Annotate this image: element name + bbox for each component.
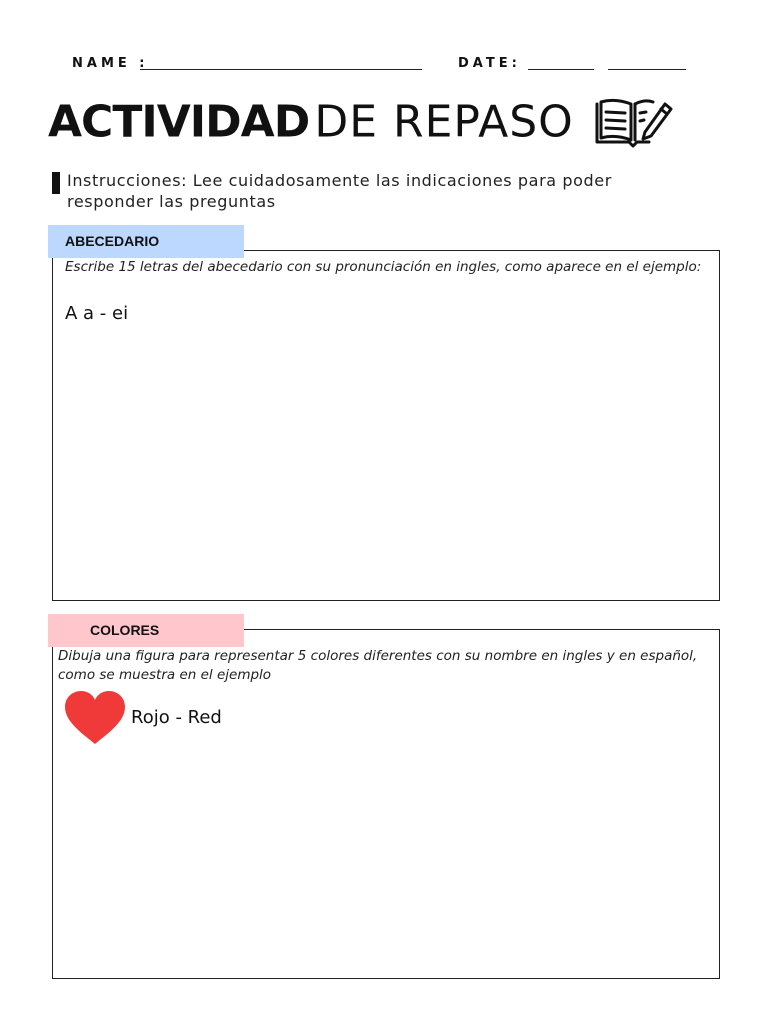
date-field[interactable] [528, 69, 594, 70]
abecedario-example: A a - ei [65, 303, 129, 324]
heart-icon [63, 690, 127, 746]
colores-prompt: Dibuja una figura para representar 5 colores diferentes con su nombre en ingles y en español, como se muestra en el ejemplo [58, 648, 698, 683]
instructions-marker [52, 172, 60, 194]
header-fields [72, 56, 692, 76]
name-label: NAME : [72, 56, 149, 71]
title-light: DE REPASO [314, 96, 574, 148]
date-field-extra[interactable] [608, 69, 686, 70]
section-tab-colores: COLORES [48, 614, 244, 647]
abecedario-prompt: Escribe 15 letras del abecedario con su pronunciación en ingles, como aparece en el ejemplo: [65, 259, 702, 275]
colores-example: Rojo - Red [131, 707, 222, 728]
title-bold: ACTIVIDAD [48, 96, 310, 148]
book-pencil-icon [593, 96, 673, 148]
page-title [48, 96, 673, 156]
section-tab-abecedario: ABECEDARIO [48, 225, 244, 258]
date-label: DATE: [458, 56, 521, 71]
abecedario-answer-box[interactable] [52, 250, 720, 601]
instructions-text: Instrucciones: Lee cuidadosamente las indicaciones para poder responder las preguntas [67, 171, 612, 211]
name-field[interactable] [140, 69, 422, 70]
